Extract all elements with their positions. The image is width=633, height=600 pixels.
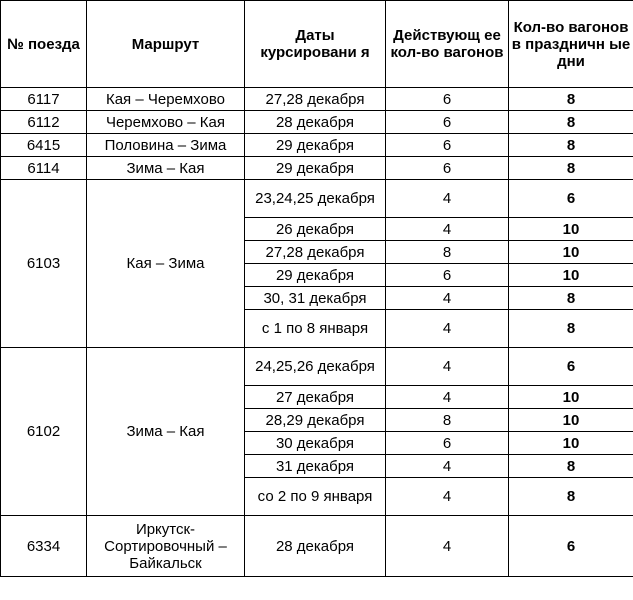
train-number-cell: 6102: [1, 348, 87, 516]
route-cell: Зима – Кая: [87, 348, 245, 516]
train-number-cell: 6114: [1, 157, 87, 180]
dates-cell: 27,28 декабря: [245, 241, 386, 264]
holiday-cars-cell: 8: [509, 134, 633, 157]
route-cell: Кая – Черемхово: [87, 88, 245, 111]
holiday-cars-cell: 10: [509, 409, 633, 432]
route-cell: Зима – Кая: [87, 157, 245, 180]
route-cell: Кая – Зима: [87, 180, 245, 348]
holiday-cars-cell: 8: [509, 478, 633, 516]
holiday-cars-cell: 8: [509, 157, 633, 180]
current-cars-cell: 4: [386, 455, 509, 478]
holiday-cars-cell: 6: [509, 180, 633, 218]
train-number-cell: 6117: [1, 88, 87, 111]
dates-cell: 30, 31 декабря: [245, 287, 386, 310]
header-train-number: № поезда: [1, 1, 87, 88]
dates-cell: 24,25,26 декабря: [245, 348, 386, 386]
dates-cell: 27 декабря: [245, 386, 386, 409]
dates-cell: 30 декабря: [245, 432, 386, 455]
header-current-cars: Действующ ее кол-во вагонов: [386, 1, 509, 88]
holiday-cars-cell: 8: [509, 310, 633, 348]
dates-cell: 27,28 декабря: [245, 88, 386, 111]
current-cars-cell: 6: [386, 134, 509, 157]
current-cars-cell: 6: [386, 264, 509, 287]
dates-cell: 29 декабря: [245, 264, 386, 287]
header-row: [1, 1, 633, 88]
header-dates: Даты курсировани я: [245, 1, 386, 88]
holiday-cars-cell: 6: [509, 516, 633, 577]
dates-cell: 28 декабря: [245, 111, 386, 134]
holiday-cars-cell: 10: [509, 218, 633, 241]
train-number-cell: 6334: [1, 516, 87, 577]
current-cars-cell: 4: [386, 180, 509, 218]
schedule-body: [1, 88, 633, 577]
route-cell: Половина – Зима: [87, 134, 245, 157]
current-cars-cell: 6: [386, 157, 509, 180]
header-holiday-cars: Кол-во вагонов в праздничн ые дни: [509, 1, 633, 88]
current-cars-cell: 6: [386, 111, 509, 134]
train-number-cell: 6415: [1, 134, 87, 157]
dates-cell: 28 декабря: [245, 516, 386, 577]
current-cars-cell: 6: [386, 88, 509, 111]
current-cars-cell: 4: [386, 310, 509, 348]
header-route: Маршрут: [87, 1, 245, 88]
dates-cell: 29 декабря: [245, 134, 386, 157]
current-cars-cell: 4: [386, 386, 509, 409]
table-row: [1, 157, 633, 180]
current-cars-cell: 8: [386, 241, 509, 264]
train-number-cell: 6103: [1, 180, 87, 348]
route-cell: Черемхово – Кая: [87, 111, 245, 134]
current-cars-cell: 8: [386, 409, 509, 432]
holiday-cars-cell: 8: [509, 287, 633, 310]
current-cars-cell: 4: [386, 348, 509, 386]
dates-cell: 29 декабря: [245, 157, 386, 180]
current-cars-cell: 4: [386, 287, 509, 310]
holiday-cars-cell: 10: [509, 432, 633, 455]
dates-cell: 28,29 декабря: [245, 409, 386, 432]
current-cars-cell: 4: [386, 478, 509, 516]
current-cars-cell: 4: [386, 218, 509, 241]
holiday-cars-cell: 8: [509, 111, 633, 134]
table-row: [1, 180, 633, 218]
table-row: [1, 516, 633, 577]
dates-cell: со 2 по 9 января: [245, 478, 386, 516]
holiday-cars-cell: 10: [509, 241, 633, 264]
table-row: [1, 348, 633, 386]
dates-cell: 26 декабря: [245, 218, 386, 241]
table-row: [1, 88, 633, 111]
holiday-cars-cell: 10: [509, 264, 633, 287]
dates-cell: 23,24,25 декабря: [245, 180, 386, 218]
route-cell: Иркутск- Сортировочный – Байкальск: [87, 516, 245, 577]
dates-cell: с 1 по 8 января: [245, 310, 386, 348]
current-cars-cell: 4: [386, 516, 509, 577]
holiday-cars-cell: 8: [509, 455, 633, 478]
holiday-cars-cell: 10: [509, 386, 633, 409]
train-number-cell: 6112: [1, 111, 87, 134]
holiday-cars-cell: 6: [509, 348, 633, 386]
table-row: [1, 111, 633, 134]
dates-cell: 31 декабря: [245, 455, 386, 478]
holiday-cars-cell: 8: [509, 88, 633, 111]
current-cars-cell: 6: [386, 432, 509, 455]
table-row: [1, 134, 633, 157]
